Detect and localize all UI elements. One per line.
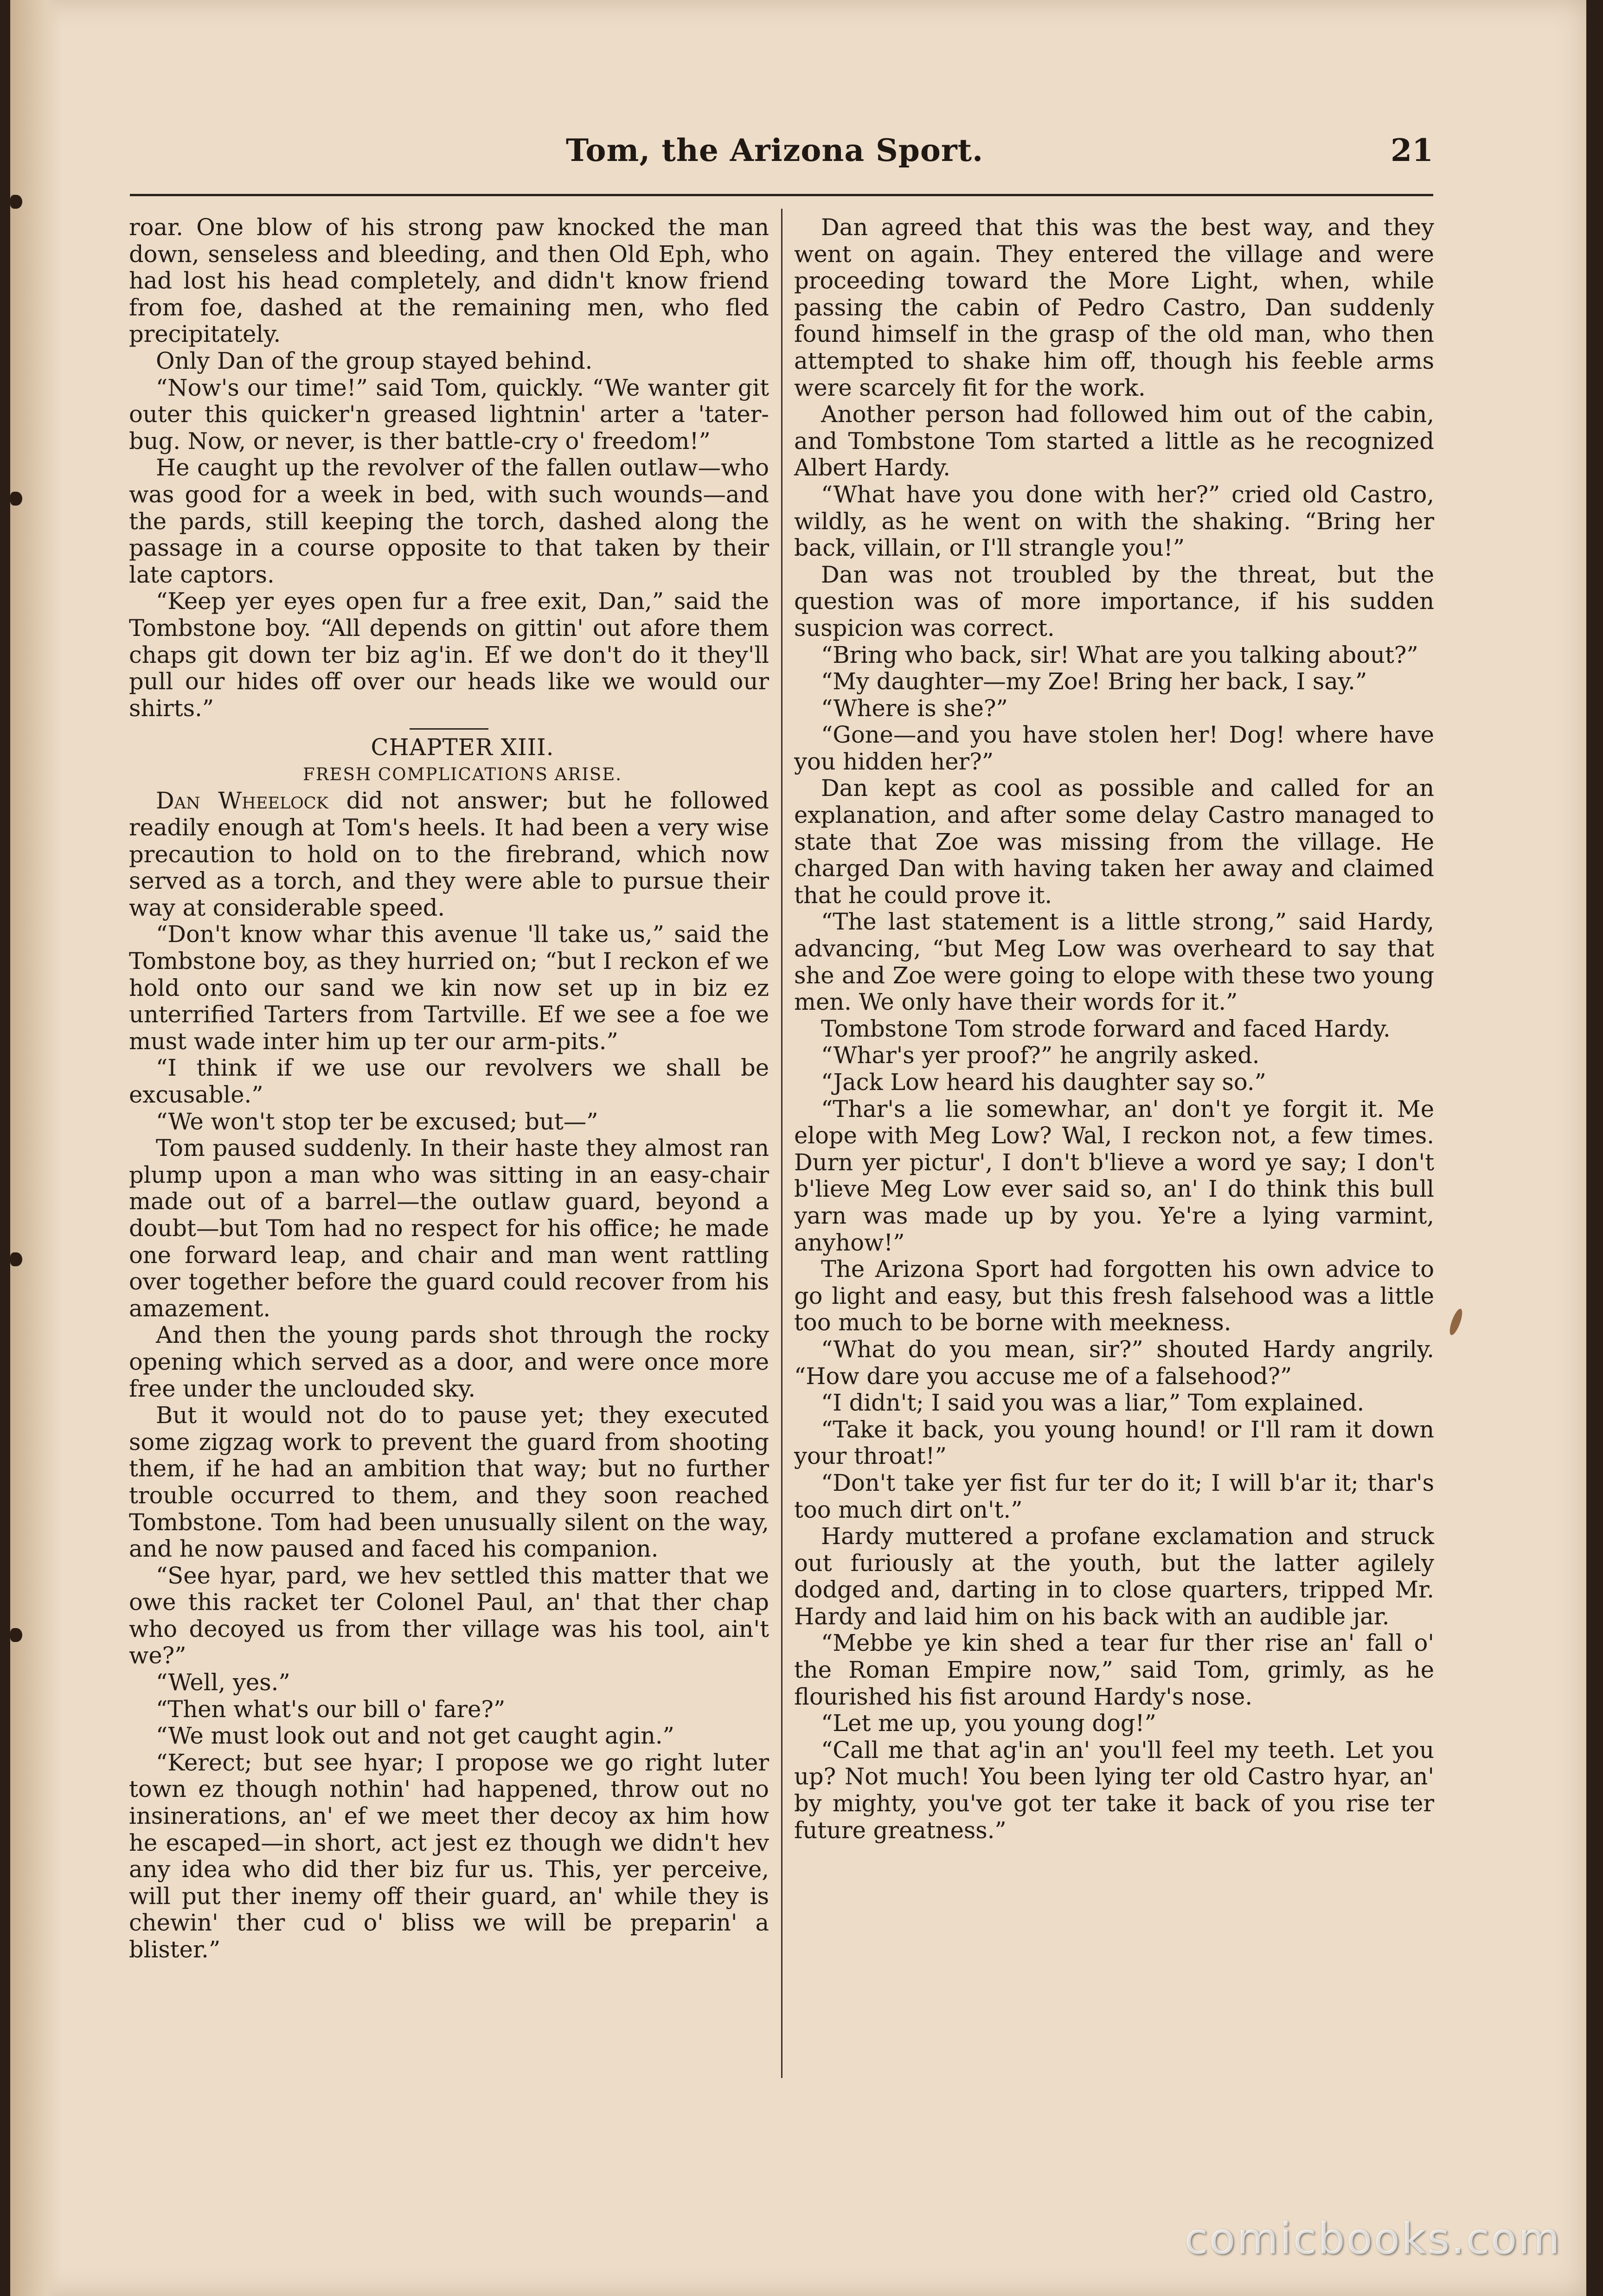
- paragraph: But it would not do to pause yet; they executed some zigzag work to prevent the guard from shooting them, if he had an ambition that way; but no further trouble occurred to them, and they soon reached Tombstone. Tom had been unusually silent on the way, and he now paused and faced his companion.: [129, 1402, 769, 1563]
- paragraph: “Thar's a lie somewhar, an' don't ye forgit it. Me elope with Meg Low? Wal, I reckon not, a few times. Durn yer pictur', I don't b'lieve a word ye say; I don't b'lieve Meg Low ever said so, an' I do think this bull yarn was made up by you. Ye're a lying varmint, anyhow!”: [794, 1095, 1434, 1256]
- column-divider: [781, 209, 782, 2078]
- paragraph: “Don't take yer fist fur ter do it; I will b'ar it; thar's too much dirt on't.”: [794, 1469, 1434, 1523]
- binding-stitch: [10, 492, 22, 506]
- chapter-title: CHAPTER XIII.: [371, 734, 554, 761]
- running-header: [130, 132, 1433, 183]
- paragraph: “We won't stop ter be excused; but—”: [156, 1108, 598, 1135]
- paragraph: Only Dan of the group stayed behind.: [156, 347, 593, 374]
- paragraph: “Keep yer eyes open fur a free exit, Dan,” said the Tombstone boy. “All depends on gittin' out afore them chaps git down ter biz ag'in. Ef we don't do it they'll pull our hides off over our heads like we would our shirts.”: [129, 588, 769, 722]
- chapter-lead-words: Dan Wheelock: [156, 787, 328, 815]
- paragraph: Tombstone Tom strode forward and faced Hardy.: [821, 1015, 1391, 1042]
- chapter-subtitle: FRESH COMPLICATIONS ARISE.: [303, 764, 622, 784]
- left-column: [129, 214, 769, 1963]
- page-number: 21: [1391, 132, 1433, 168]
- paragraph: “My daughter—my Zoe! Bring her back, I say.”: [821, 668, 1367, 695]
- paragraph: “Jack Low heard his daughter say so.”: [821, 1069, 1266, 1096]
- paragraph: [129, 788, 769, 921]
- paragraph: “See hyar, pard, we hev settled this matter that we owe this racket ter Colonel Paul, an' that ther chap who decoyed us from ther village was his tool, ain't we?”: [129, 1562, 769, 1669]
- paragraph: “What have you done with her?” cried old Castro, wildly, as he went on with the shaking. “Bring her back, villain, or I'll strangle you!”: [794, 481, 1434, 562]
- binding-stitch: [10, 1628, 22, 1642]
- paragraph: “Whar's yer proof?” he angrily asked.: [821, 1042, 1260, 1069]
- paragraph: Tom paused suddenly. In their haste they almost ran plump upon a man who was sitting in an easy-chair made out of a barrel—the outlaw guard, beyond a doubt—but Tom had no respect for his office; he made one forward leap, and chair and man went rattling over together before the guard could recover from his amazement.: [129, 1135, 769, 1322]
- paragraph: “Mebbe ye kin shed a tear fur ther rise an' fall o' the Roman Empire now,” said Tom, grimly, as he flourished his fist around Hardy's nose.: [794, 1629, 1434, 1710]
- paragraph: The Arizona Sport had forgotten his own advice to go light and easy, but this fresh falsehood was a little too much to be borne with meekness.: [794, 1256, 1434, 1336]
- paragraph: “Take it back, you young hound! or I'll ram it down your throat!”: [794, 1416, 1434, 1470]
- paragraph: He caught up the revolver of the fallen outlaw—who was good for a week in bed, with such wounds—and the pards, still keeping the torch, dashed along the passage in a course opposite to that taken by their late captors.: [129, 454, 769, 588]
- paragraph: “What do you mean, sir?” shouted Hardy angrily. “How dare you accuse me of a falsehood?”: [794, 1335, 1434, 1390]
- binding-stitch: [10, 1252, 22, 1266]
- binding-spine: [10, 0, 61, 2296]
- paragraph: “Then what's our bill o' fare?”: [156, 1695, 506, 1723]
- paragraph: “Well, yes.”: [156, 1669, 290, 1696]
- paragraph: roar. One blow of his strong paw knocked the man down, senseless and bleeding, and then Old Eph, who had lost his head completely, and didn't know friend from foe, dashed at the remaining men, who fled precipitately.: [129, 214, 769, 348]
- paragraph: “Now's our time!” said Tom, quickly. “We wanter git outer this quicker'n greased lightnin' arter a 'tater-bug. Now, or never, is ther battle-cry o' freedom!”: [129, 374, 769, 455]
- paragraph: Dan kept as cool as possible and called for an explanation, and after some delay Castro managed to state that Zoe was missing from the village. He charged Dan with having taken her away and claimed that he could prove it.: [794, 775, 1434, 909]
- site-watermark: comicbooks.com: [1184, 2214, 1561, 2264]
- paragraph: “Bring who back, sir! What are you talking about?”: [821, 641, 1418, 668]
- paragraph: Hardy muttered a profane exclamation and struck out furiously at the youth, but the latter agilely dodged and, darting in to close quarters, tripped Mr. Hardy and laid him on his back with an audible jar.: [794, 1523, 1434, 1630]
- paragraph: Dan agreed that this was the best way, and they went on again. They entered the village and were proceeding toward the More Light, when, while passing the cabin of Pedro Castro, Dan suddenly found himself in the grasp of the old man, who then attempted to shake him off, though his feeble arms were scarcely fit for the work.: [794, 214, 1434, 401]
- paragraph: “Where is she?”: [821, 694, 1008, 722]
- paragraph: “The last statement is a little strong,” said Hardy, advancing, “but Meg Low was overheard to say that she and Zoe were going to elope with these two young men. We only have their words for it.”: [794, 908, 1434, 1016]
- paragraph: Another person had followed him out of the cabin, and Tombstone Tom started a little as he recognized Albert Hardy.: [794, 401, 1434, 481]
- binding-stitch: [10, 195, 22, 209]
- paragraph: “Call me that ag'in an' you'll feel my teeth. Let you up? Not much! You been lying ter old Castro hyar, an' by mighty, you've got ter take it back of you rise ter future greatness.”: [794, 1736, 1434, 1844]
- header-rule: [130, 194, 1433, 196]
- paragraph: “Don't know whar this avenue 'll take us,” said the Tombstone boy, as they hurried on; “but I reckon ef we hold onto our sand we kin now set up in biz ez unterrified Tarters from Tartville. Ef we see a foe we must wade inter him up ter our arm-pits.”: [129, 921, 769, 1055]
- paragraph: “Kerect; but see hyar; I propose we go right luter town ez though nothin' had happened, throw out no insinerations, an' ef we meet ther decoy ax him how he escaped—in short, act jest ez though we didn't hev any idea who did ther biz fur us. This, yer perceive, will put ther inemy off their guard, an' while they is chewin' ther cud o' bliss we will be preparin' a blister.”: [129, 1749, 769, 1963]
- paragraph: “I didn't; I said you was a liar,” Tom explained.: [821, 1389, 1365, 1417]
- paragraph: “Gone—and you have stolen her! Dog! where have you hidden her?”: [794, 721, 1434, 775]
- paragraph: “I think if we use our revolvers we shall be excusable.”: [129, 1054, 769, 1108]
- right-column: [794, 214, 1434, 1844]
- running-title: Tom, the Arizona Sport.: [566, 132, 984, 168]
- paragraph: “We must look out and not get caught agin.”: [156, 1722, 674, 1750]
- chapter-rule: [410, 728, 488, 730]
- paragraph: And then the young pards shot through the rocky opening which served as a door, and were once more free under the unclouded sky.: [129, 1321, 769, 1402]
- paragraph: Dan was not troubled by the threat, but the question was of more importance, if his sudden suspicion was correct.: [794, 561, 1434, 641]
- paragraph-text: did not answer; but he followed readily enough at Tom's heels. It had been a very wise precaution to hold on to the firebrand, which now served as a torch, and they were able to pursue their way at considerable speed.: [129, 787, 769, 921]
- paragraph: “Let me up, you young dog!”: [821, 1710, 1156, 1737]
